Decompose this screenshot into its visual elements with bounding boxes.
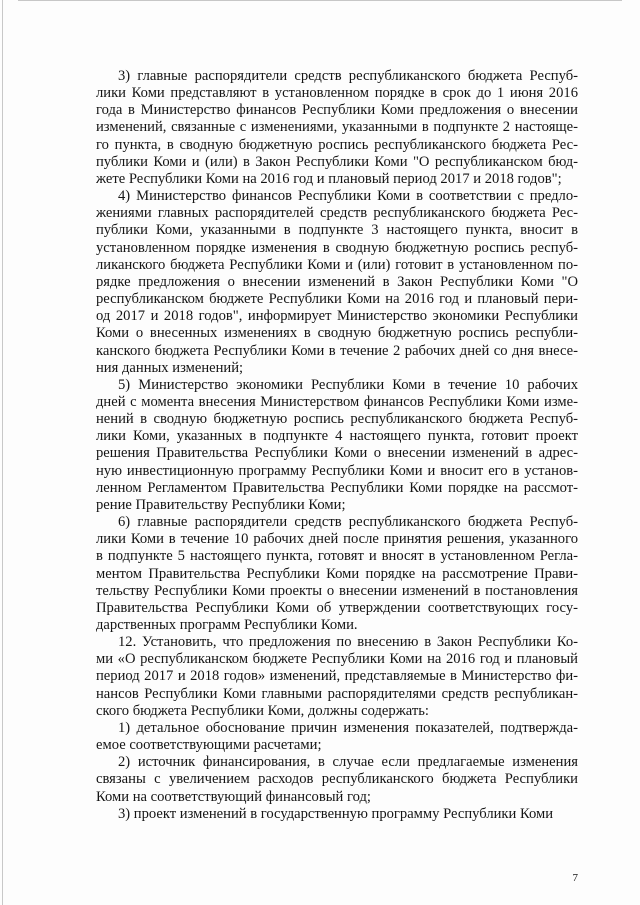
text-line: 3) главные распорядители средств республиканского бюджета Респуб-: [118, 68, 578, 84]
text-line: жениями главных распорядителей средств республиканского бюджета Рес-: [96, 205, 578, 222]
text-line: года в Министерство финансов Республики Коми предложения о внесении: [96, 102, 578, 119]
text-line: связаны с увеличением расходов республиканского бюджета Республики: [96, 771, 578, 788]
text-line: Правительства Республики Коми об утверждении соответствующих госу-: [96, 599, 578, 616]
text-line: ленном Регламентом Правительства Республики Коми порядке на рассмот-: [96, 479, 578, 496]
text-line: республиканском бюджете Республики Коми на 2016 год и плановый пери-: [96, 291, 578, 308]
paragraph: [96, 377, 578, 514]
text-line: установленном порядке изменения в сводную бюджетную роспись респуб-: [96, 239, 578, 256]
text-line: ния данных изменений;: [96, 359, 244, 376]
text-line: емое соответствующими расчетами;: [96, 737, 322, 754]
paragraph: [96, 754, 578, 805]
text-line: 12. Установить, что предложения по внесению в Закон Республики Ко-: [118, 634, 578, 651]
paragraph: [96, 720, 578, 754]
text-line: нений в сводную бюджетную роспись республиканского бюджета Респуб-: [96, 411, 578, 428]
paragraph: [96, 514, 578, 634]
text-line: дней с момента внесения Министерством финансов Республики Коми изме-: [96, 393, 578, 410]
text-line: жете Республики Коми на 2016 год и плановый период 2017 и 2018 годов";: [96, 170, 562, 187]
text-line: ского бюджета Республики Коми, должны содержать:: [96, 702, 429, 719]
text-line: рение Правительству Республики Коми;: [96, 496, 346, 513]
text-line: канского бюджета Республики Коми в течение 2 рабочих дней со дня внесе-: [96, 342, 578, 359]
text-line: рядке предложения о внесении изменений в Закон Республики Коми "О: [96, 273, 578, 290]
text-line: 4) Министерство финансов Республики Коми в соответствии с предло-: [118, 188, 578, 205]
text-line: лики Коми представляют в установленном порядке в срок до 1 июня 2016: [96, 85, 578, 102]
text-line: нансов Республики Коми главными распорядителями средств республикан-: [96, 685, 578, 702]
text-line: в подпункте 5 настоящего пункта, готовят и вносят в установленном Регла-: [96, 548, 578, 565]
text-line: ментом Правительства Республики Коми порядке на рассмотрение Прави-: [96, 565, 578, 582]
text-line: период 2017 и 2018 годов» изменений, представляемые в Министерство фи-: [96, 668, 578, 685]
text-line: изменений, связанные с изменениями, указанными в подпункте 2 настояще-: [96, 119, 578, 136]
text-line: дарственных программ Республики Коми.: [96, 617, 358, 633]
text-line: ми «О республиканском бюджете Республики Коми на 2016 год и плановый: [96, 651, 578, 668]
text-line: ликанского бюджета Республики Коми и (или) готовит в установленном по-: [96, 256, 578, 273]
text-line: лики Коми, указанных в подпункте 4 настоящего пункта, готовит проект: [96, 428, 578, 445]
text-line: Коми на соответствующий финансовый год;: [96, 788, 371, 805]
text-line: 1) детальное обоснование причин изменения показателей, подтвержда-: [118, 719, 578, 736]
text-line: 3) проект изменений в государственную программу Республики Коми: [118, 805, 554, 822]
text-line: Коми о внесенных изменениях в сводную бюджетную роспись республи-: [96, 325, 578, 342]
scan-edge-line: [18, 0, 622, 4]
text-line: лики Коми в течение 10 рабочих дней после принятия решения, указанного: [96, 531, 578, 548]
text-line: публики Коми и (или) в Закон Республики Коми "О республиканском бюд-: [96, 153, 578, 170]
text-line: решения Правительства Республики Коми о внесении изменений в адрес-: [96, 445, 578, 462]
text-line: 5) Министерство экономики Республики Коми в течение 10 рабочих: [118, 376, 578, 393]
page-number: 7: [572, 872, 578, 884]
text-line: 2) источник финансирования, в случае если предлагаемые изменения: [118, 754, 578, 771]
text-line: од 2017 и 2018 годов", информирует Министерство экономики Республики: [96, 308, 578, 325]
paragraph: [96, 634, 578, 720]
paragraph: [96, 806, 578, 823]
text-line: го пункта, в сводную бюджетную роспись республиканского бюджета Рес-: [96, 136, 578, 153]
text-line: ную инвестиционную программу Республики Коми и вносит его в установ-: [96, 462, 578, 479]
paragraph: [96, 68, 578, 188]
scan-edge-line: [2, 0, 3, 905]
text-line: тельству Республики Коми проекты о внесении изменений в постановления: [96, 582, 578, 599]
paragraph: [96, 188, 578, 377]
document-body: [96, 68, 578, 823]
text-line: публики Коми, указанными в подпункте 3 настоящего пункта, вносит в: [96, 222, 578, 239]
text-line: 6) главные распорядители средств республиканского бюджета Респуб-: [118, 514, 578, 531]
